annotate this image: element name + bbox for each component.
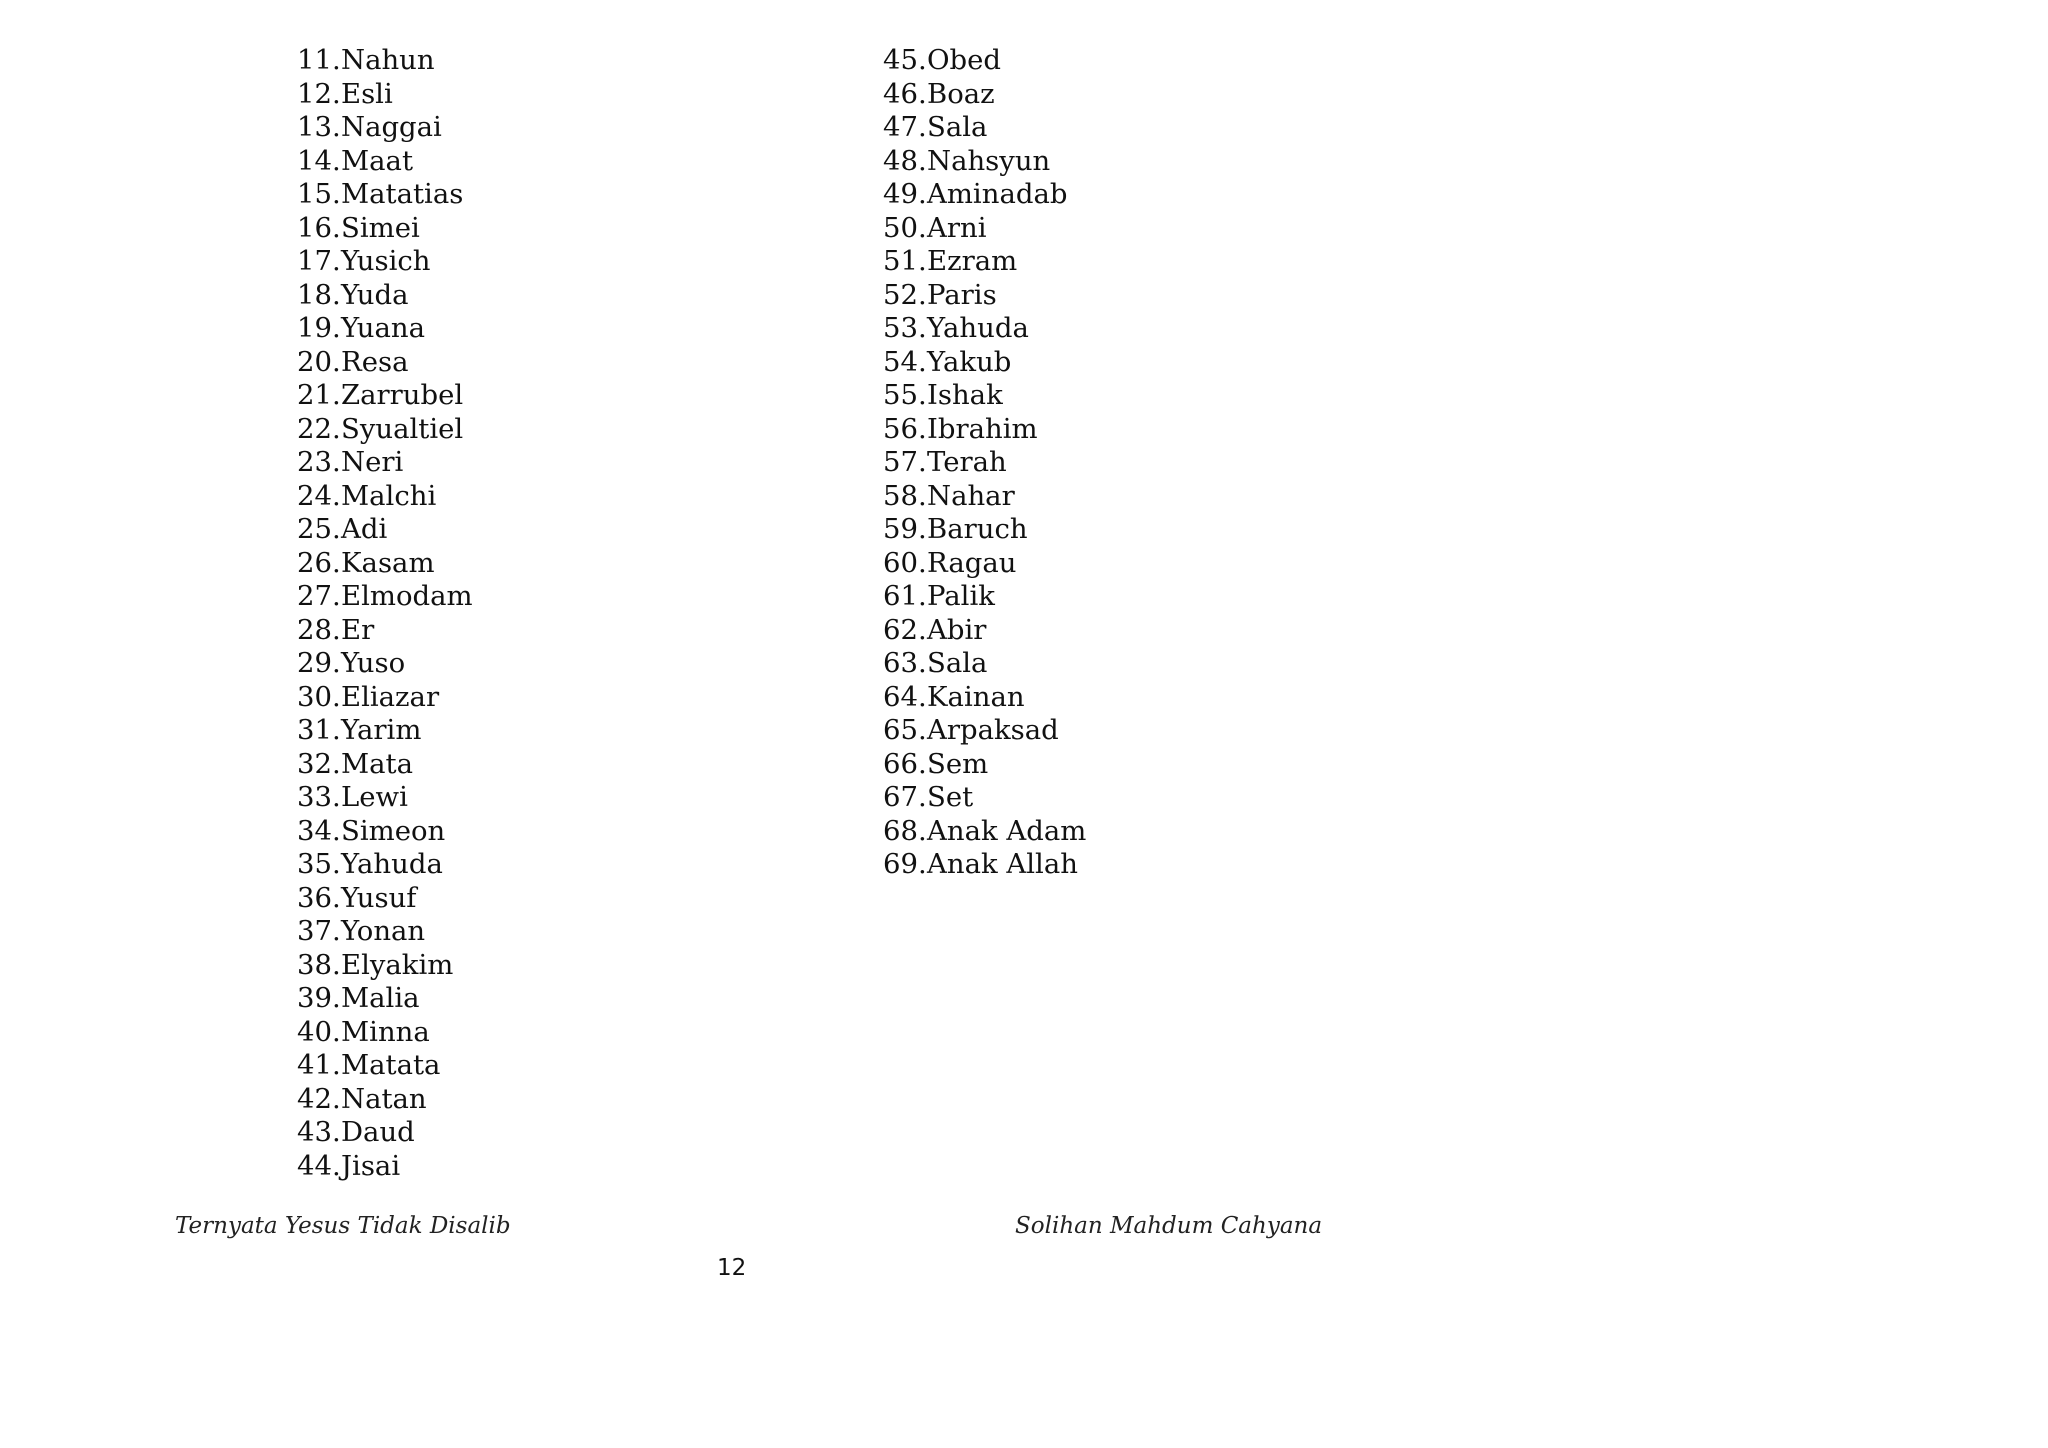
list-item — [297, 480, 473, 514]
list-item-name: Ishak — [927, 379, 1003, 411]
list-item — [297, 547, 473, 581]
list-item-name: Yuda — [341, 278, 409, 311]
list-item-number: 66. — [883, 747, 927, 780]
list-item — [297, 178, 473, 212]
list-item — [883, 279, 1086, 313]
list-item-name: Arni — [927, 211, 987, 244]
list-item-name: Nahsyun — [927, 144, 1051, 177]
list-item-number: 38. — [297, 948, 341, 981]
list-item-name: Ragau — [927, 546, 1017, 579]
list-item-number: 51. — [883, 245, 927, 277]
list-item-name: Abir — [927, 613, 987, 646]
list-item — [883, 848, 1086, 882]
list-item-name: Mata — [341, 747, 413, 780]
list-item-number: 36. — [297, 881, 341, 914]
list-item — [883, 815, 1086, 849]
list-item-number: 46. — [883, 77, 927, 110]
list-item-number: 61. — [883, 580, 927, 612]
list-item-name: Nahar — [927, 479, 1015, 512]
list-item — [297, 915, 473, 949]
list-item-name: Set — [927, 781, 974, 813]
list-item-number: 65. — [883, 714, 927, 746]
list-item-name: Baruch — [927, 513, 1028, 545]
list-item-number: 64. — [883, 680, 927, 713]
list-item-number: 30. — [297, 680, 341, 713]
list-item-name: Obed — [927, 44, 1002, 76]
list-item-number: 41. — [297, 1049, 341, 1081]
page-number: 12 — [717, 1255, 747, 1281]
list-item-name: Yonan — [341, 915, 426, 947]
list-item — [297, 1083, 473, 1117]
list-item-name: Minna — [341, 1015, 430, 1048]
list-item-name: Er — [341, 613, 375, 646]
list-item-number: 19. — [297, 312, 341, 344]
list-item-number: 24. — [297, 479, 341, 512]
list-item — [297, 245, 473, 279]
list-item-name: Syualtiel — [341, 412, 464, 445]
list-item — [883, 379, 1086, 413]
list-item-name: Natan — [341, 1082, 427, 1115]
list-item — [297, 1016, 473, 1050]
list-item-number: 18. — [297, 278, 341, 311]
list-item-name: Sem — [927, 747, 989, 780]
list-item-name: Anak Allah — [927, 848, 1078, 880]
list-item — [297, 1150, 473, 1184]
list-item — [883, 513, 1086, 547]
list-item-number: 49. — [883, 178, 927, 210]
list-item-name: Malia — [341, 982, 420, 1014]
list-item — [297, 647, 473, 681]
list-item-number: 55. — [883, 379, 927, 411]
list-item-number: 57. — [883, 446, 927, 478]
list-item-number: 33. — [297, 781, 341, 813]
list-item-number: 22. — [297, 412, 341, 445]
list-item-number: 48. — [883, 144, 927, 177]
list-item-name: Jisai — [341, 1149, 401, 1182]
list-item-name: Maat — [341, 144, 413, 177]
footer-book-title: Ternyata Yesus Tidak Disalib — [175, 1213, 511, 1239]
list-item — [297, 446, 473, 480]
list-item — [297, 614, 473, 648]
list-item — [883, 614, 1086, 648]
list-item — [883, 714, 1086, 748]
list-item-name: Elyakim — [341, 948, 454, 981]
list-item-name: Zarrubel — [341, 379, 464, 411]
list-item-number: 68. — [883, 814, 927, 847]
list-item-number: 50. — [883, 211, 927, 244]
list-item-number: 67. — [883, 781, 927, 813]
list-item — [297, 413, 473, 447]
list-item-number: 62. — [883, 613, 927, 646]
list-item-number: 39. — [297, 982, 341, 1014]
list-item-name: Palik — [927, 580, 995, 612]
list-item-number: 37. — [297, 915, 341, 947]
list-item-name: Naggai — [341, 111, 442, 143]
list-item-name: Matata — [341, 1049, 441, 1081]
list-item-number: 34. — [297, 814, 341, 847]
list-item-number: 14. — [297, 144, 341, 177]
list-item-number: 25. — [297, 513, 341, 545]
list-item — [297, 145, 473, 179]
list-item-number: 31. — [297, 714, 341, 746]
list-item-name: Neri — [341, 446, 404, 478]
list-item — [883, 413, 1086, 447]
list-item-number: 69. — [883, 848, 927, 880]
list-item — [297, 212, 473, 246]
list-item — [297, 279, 473, 313]
list-item-name: Ibrahim — [927, 412, 1038, 445]
list-item — [297, 982, 473, 1016]
list-item-name: Yusuf — [341, 881, 417, 914]
list-item — [883, 647, 1086, 681]
footer-author: Solihan Mahdum Cahyana — [1015, 1213, 1323, 1239]
list-item-name: Yuso — [341, 647, 406, 679]
list-item-name: Resa — [341, 345, 409, 378]
list-item — [297, 379, 473, 413]
list-item-number: 28. — [297, 613, 341, 646]
list-item-number: 20. — [297, 345, 341, 378]
list-item — [883, 681, 1086, 715]
list-item-number: 43. — [297, 1116, 341, 1148]
list-item-number: 29. — [297, 647, 341, 679]
list-item — [883, 212, 1086, 246]
list-item-name: Simei — [341, 211, 420, 244]
genealogy-list-right — [883, 44, 1086, 882]
list-item-number: 16. — [297, 211, 341, 244]
list-item — [297, 513, 473, 547]
list-item-name: Arpaksad — [927, 714, 1059, 746]
list-item-number: 40. — [297, 1015, 341, 1048]
list-item — [883, 245, 1086, 279]
list-item-number: 35. — [297, 848, 341, 880]
list-item — [297, 949, 473, 983]
list-item-number: 42. — [297, 1082, 341, 1115]
list-item-name: Sala — [927, 647, 988, 679]
list-item — [297, 580, 473, 614]
list-item-name: Daud — [341, 1116, 415, 1148]
list-item-number: 45. — [883, 44, 927, 76]
list-item — [883, 480, 1086, 514]
list-item — [297, 748, 473, 782]
list-item — [883, 781, 1086, 815]
list-item-name: Sala — [927, 111, 988, 143]
list-item-name: Yusich — [341, 245, 431, 277]
list-item-number: 11. — [297, 44, 341, 76]
list-item — [883, 547, 1086, 581]
list-item-name: Malchi — [341, 479, 437, 512]
list-item-number: 32. — [297, 747, 341, 780]
list-item-number: 12. — [297, 77, 341, 110]
list-item-name: Yahuda — [927, 312, 1029, 344]
list-item — [297, 714, 473, 748]
list-item — [883, 111, 1086, 145]
list-item-name: Kasam — [341, 546, 435, 579]
list-item — [297, 1049, 473, 1083]
list-item-name: Simeon — [341, 814, 446, 847]
list-item — [883, 312, 1086, 346]
list-item-name: Boaz — [927, 77, 995, 110]
list-item-number: 53. — [883, 312, 927, 344]
list-item-name: Aminadab — [927, 178, 1068, 210]
list-item-number: 15. — [297, 178, 341, 210]
list-item-name: Yahuda — [341, 848, 443, 880]
list-item-name: Anak Adam — [927, 814, 1087, 847]
list-item-name: Terah — [927, 446, 1007, 478]
list-item-name: Nahun — [341, 44, 435, 76]
list-item-number: 17. — [297, 245, 341, 277]
list-item-number: 54. — [883, 345, 927, 378]
list-item-name: Eliazar — [341, 680, 440, 713]
genealogy-list-left — [297, 44, 473, 1183]
list-item — [883, 78, 1086, 112]
list-item-name: Adi — [341, 513, 388, 545]
list-item-number: 23. — [297, 446, 341, 478]
list-item-name: Yuana — [341, 312, 425, 344]
list-item-name: Yakub — [927, 345, 1012, 378]
list-item-number: 59. — [883, 513, 927, 545]
list-item — [297, 781, 473, 815]
list-item — [883, 346, 1086, 380]
list-item-name: Paris — [927, 278, 997, 311]
list-item-name: Ezram — [927, 245, 1018, 277]
list-item — [883, 580, 1086, 614]
list-item — [883, 748, 1086, 782]
list-item — [297, 848, 473, 882]
list-item-name: Esli — [341, 77, 393, 110]
list-item — [297, 681, 473, 715]
list-item-number: 47. — [883, 111, 927, 143]
list-item — [883, 446, 1086, 480]
list-item-name: Elmodam — [341, 580, 473, 612]
list-item-number: 26. — [297, 546, 341, 579]
list-item-name: Kainan — [927, 680, 1025, 713]
list-item-number: 63. — [883, 647, 927, 679]
list-item-name: Matatias — [341, 178, 464, 210]
list-item — [883, 178, 1086, 212]
list-item-number: 56. — [883, 412, 927, 445]
list-item-name: Lewi — [341, 781, 408, 813]
list-item-number: 27. — [297, 580, 341, 612]
list-item — [297, 44, 473, 78]
list-item-number: 21. — [297, 379, 341, 411]
list-item-number: 60. — [883, 546, 927, 579]
list-item — [297, 346, 473, 380]
list-item — [297, 111, 473, 145]
list-item — [297, 78, 473, 112]
list-item-number: 44. — [297, 1149, 341, 1182]
list-item — [297, 882, 473, 916]
list-item — [297, 815, 473, 849]
list-item — [297, 1116, 473, 1150]
list-item-number: 52. — [883, 278, 927, 311]
list-item-number: 58. — [883, 479, 927, 512]
list-item — [883, 145, 1086, 179]
list-item-name: Yarim — [341, 714, 422, 746]
list-item — [297, 312, 473, 346]
list-item — [883, 44, 1086, 78]
list-item-number: 13. — [297, 111, 341, 143]
